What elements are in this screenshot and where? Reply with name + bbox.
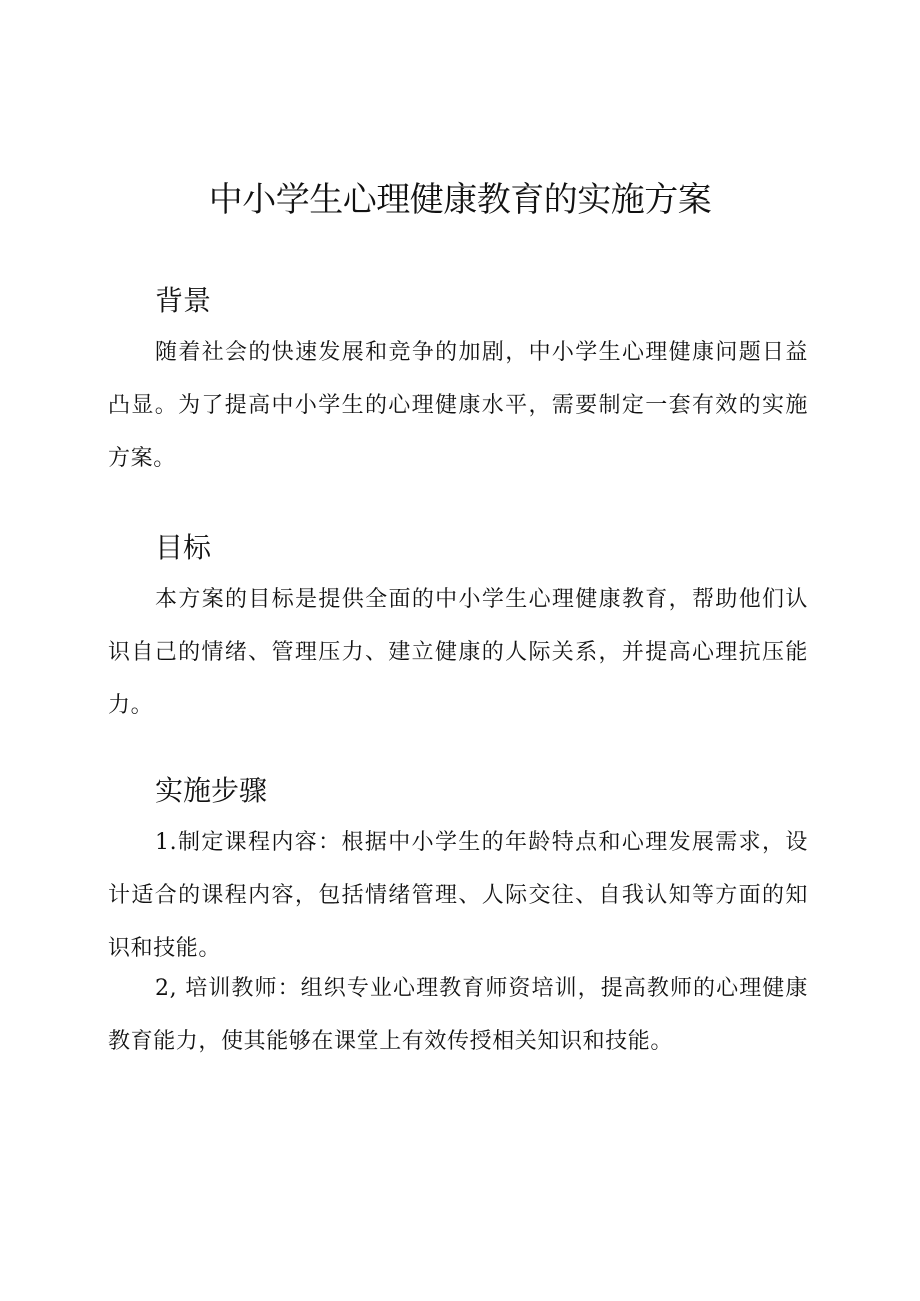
- section-heading-background: 背景: [155, 284, 212, 317]
- paragraph-goals: 本方案的目标是提供全面的中小学生心理健康教育，帮助他们认识自己的情绪、管理压力、建立健康的人际关系，并提高心理抗压能力。: [108, 587, 808, 718]
- section-heading-goals: 目标: [155, 531, 212, 564]
- section-heading-steps: 实施步骤: [155, 774, 268, 807]
- document-title: 中小学生心理健康教育的实施方案: [208, 180, 712, 220]
- paragraph-step-1: 1.制定课程内容：根据中小学生的年龄特点和心理发展需求，设计适合的课程内容，包括情绪管理、人际交往、自我认知等方面的知识和技能。: [108, 830, 808, 961]
- paragraph-background: 随着社会的快速发展和竞争的加剧，中小学生心理健康问题日益凸显。为了提高中小学生的心理健康水平，需要制定一套有效的实施方案。: [108, 340, 808, 471]
- paragraph-step-2: 2, 培训教师：组织专业心理教育师资培训，提高教师的心理健康教育能力，使其能够在课堂上有效传授相关知识和技能。: [108, 976, 808, 1054]
